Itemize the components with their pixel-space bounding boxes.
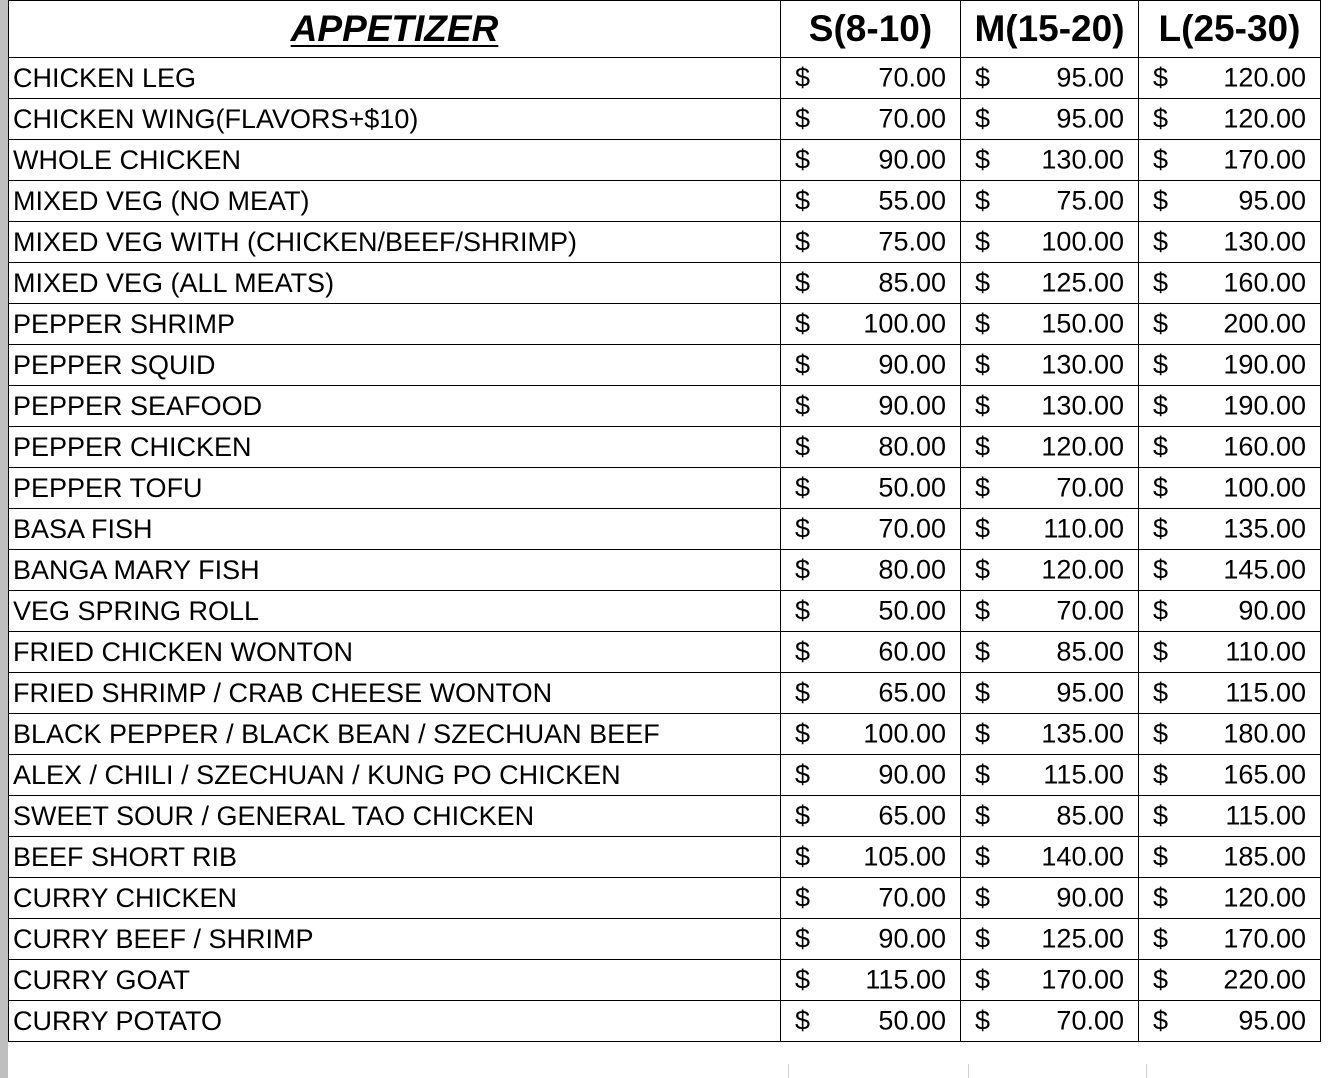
currency-symbol: $	[975, 472, 991, 503]
currency-symbol: $	[1153, 62, 1169, 93]
price-medium-cell[interactable]	[961, 1001, 1139, 1042]
currency-symbol: $	[1153, 841, 1169, 872]
table-row	[9, 796, 1321, 837]
price-amount: 65.00	[878, 677, 946, 708]
price-amount: 190.00	[1223, 349, 1306, 380]
price-amount: 95.00	[1056, 677, 1124, 708]
price-medium-cell[interactable]	[961, 796, 1139, 837]
price-large-cell[interactable]	[1139, 673, 1321, 714]
item-name-cell[interactable]: VEG SPRING ROLL	[9, 591, 781, 632]
price-medium-cell[interactable]	[961, 550, 1139, 591]
table-row	[9, 550, 1321, 591]
item-name-cell[interactable]: CURRY BEEF / SHRIMP	[9, 919, 781, 960]
price-medium-cell[interactable]	[961, 632, 1139, 673]
item-name-cell[interactable]: BANGA MARY FISH	[9, 550, 781, 591]
price-amount: 170.00	[1041, 964, 1124, 995]
price-amount: 120.00	[1223, 103, 1306, 134]
price-large-cell[interactable]	[1139, 345, 1321, 386]
currency-symbol: $	[795, 677, 811, 708]
currency-symbol: $	[795, 103, 811, 134]
item-name-cell[interactable]: SWEET SOUR / GENERAL TAO CHICKEN	[9, 796, 781, 837]
price-amount: 115.00	[1225, 677, 1306, 708]
price-medium-cell[interactable]	[961, 919, 1139, 960]
price-small-cell[interactable]	[781, 550, 961, 591]
price-amount: 110.00	[1043, 513, 1124, 544]
price-large-cell[interactable]	[1139, 714, 1321, 755]
currency-symbol: $	[975, 800, 991, 831]
price-small-cell[interactable]	[781, 345, 961, 386]
price-amount: 65.00	[878, 800, 946, 831]
price-amount: 70.00	[1056, 595, 1124, 626]
item-name-cell[interactable]: CHICKEN WING(FLAVORS+$10)	[9, 99, 781, 140]
currency-symbol: $	[975, 964, 991, 995]
table-row	[9, 263, 1321, 304]
currency-symbol: $	[795, 800, 811, 831]
currency-symbol: $	[975, 62, 991, 93]
currency-symbol: $	[1153, 472, 1169, 503]
currency-symbol: $	[1153, 718, 1169, 749]
currency-symbol: $	[795, 226, 811, 257]
currency-symbol: $	[975, 390, 991, 421]
currency-symbol: $	[795, 1005, 811, 1036]
item-name-cell[interactable]: WHOLE CHICKEN	[9, 140, 781, 181]
currency-symbol: $	[975, 513, 991, 544]
price-medium-cell[interactable]	[961, 140, 1139, 181]
price-amount: 130.00	[1041, 390, 1124, 421]
price-amount: 90.00	[878, 923, 946, 954]
currency-symbol: $	[1153, 308, 1169, 339]
currency-symbol: $	[795, 759, 811, 790]
price-amount: 70.00	[878, 103, 946, 134]
price-large-cell[interactable]	[1139, 181, 1321, 222]
price-amount: 95.00	[1056, 103, 1124, 134]
currency-symbol: $	[1153, 636, 1169, 667]
price-medium-cell[interactable]	[961, 755, 1139, 796]
price-amount: 135.00	[1223, 513, 1306, 544]
price-small-cell[interactable]	[781, 878, 961, 919]
item-name-cell[interactable]: BLACK PEPPER / BLACK BEAN / SZECHUAN BEEF	[9, 714, 781, 755]
price-large-cell[interactable]	[1139, 960, 1321, 1001]
price-amount: 95.00	[1238, 185, 1306, 216]
price-amount: 70.00	[878, 513, 946, 544]
table-row	[9, 304, 1321, 345]
price-small-cell[interactable]	[781, 919, 961, 960]
price-amount: 100.00	[1041, 226, 1124, 257]
item-name-cell[interactable]: PEPPER SEAFOOD	[9, 386, 781, 427]
currency-symbol: $	[975, 308, 991, 339]
price-large-cell[interactable]	[1139, 591, 1321, 632]
currency-symbol: $	[975, 103, 991, 134]
price-medium-cell[interactable]	[961, 591, 1139, 632]
table-row	[9, 878, 1321, 919]
price-medium-cell[interactable]	[961, 714, 1139, 755]
price-amount: 60.00	[878, 636, 946, 667]
price-large-cell[interactable]	[1139, 1001, 1321, 1042]
price-medium-cell[interactable]	[961, 222, 1139, 263]
gridline	[1146, 1064, 1147, 1078]
currency-symbol: $	[795, 841, 811, 872]
price-amount: 95.00	[1056, 62, 1124, 93]
price-small-cell[interactable]	[781, 222, 961, 263]
price-small-cell[interactable]	[781, 632, 961, 673]
table-title[interactable]	[9, 1, 781, 58]
price-medium-cell[interactable]	[961, 181, 1139, 222]
price-medium-cell[interactable]	[961, 427, 1139, 468]
currency-symbol: $	[975, 267, 991, 298]
price-large-cell[interactable]	[1139, 632, 1321, 673]
price-amount: 140.00	[1041, 841, 1124, 872]
currency-symbol: $	[1153, 800, 1169, 831]
price-amount: 85.00	[1056, 800, 1124, 831]
price-medium-cell[interactable]	[961, 468, 1139, 509]
price-small-cell[interactable]	[781, 673, 961, 714]
table-row	[9, 58, 1321, 99]
currency-symbol: $	[1153, 226, 1169, 257]
price-small-cell[interactable]	[781, 181, 961, 222]
item-name-cell[interactable]: MIXED VEG WITH (CHICKEN/BEEF/SHRIMP)	[9, 222, 781, 263]
price-amount: 145.00	[1223, 554, 1306, 585]
price-amount: 95.00	[1238, 1005, 1306, 1036]
price-amount: 160.00	[1223, 431, 1306, 462]
table-row	[9, 140, 1321, 181]
price-amount: 130.00	[1041, 349, 1124, 380]
price-amount: 50.00	[878, 595, 946, 626]
item-name-cell[interactable]: FRIED CHICKEN WONTON	[9, 632, 781, 673]
item-name-cell[interactable]: BASA FISH	[9, 509, 781, 550]
price-amount: 100.00	[1223, 472, 1306, 503]
price-amount: 180.00	[1223, 718, 1306, 749]
price-amount: 85.00	[1056, 636, 1124, 667]
item-name-cell[interactable]: PEPPER SHRIMP	[9, 304, 781, 345]
price-amount: 130.00	[1223, 226, 1306, 257]
price-medium-cell[interactable]	[961, 345, 1139, 386]
column-header-medium[interactable]: M(15-20)	[961, 1, 1139, 58]
price-large-cell[interactable]	[1139, 919, 1321, 960]
item-name-cell[interactable]: PEPPER CHICKEN	[9, 427, 781, 468]
price-small-cell[interactable]	[781, 386, 961, 427]
currency-symbol: $	[975, 554, 991, 585]
spreadsheet	[8, 0, 1320, 1078]
currency-symbol: $	[795, 554, 811, 585]
price-amount: 90.00	[1056, 882, 1124, 913]
price-amount: 115.00	[865, 964, 946, 995]
currency-symbol: $	[975, 349, 991, 380]
currency-symbol: $	[795, 923, 811, 954]
price-large-cell[interactable]	[1139, 386, 1321, 427]
currency-symbol: $	[1153, 882, 1169, 913]
currency-symbol: $	[1153, 964, 1169, 995]
row-header-gutter	[0, 0, 8, 1078]
price-amount: 75.00	[878, 226, 946, 257]
currency-symbol: $	[795, 62, 811, 93]
price-amount: 125.00	[1041, 923, 1124, 954]
currency-symbol: $	[975, 1005, 991, 1036]
table-row	[9, 755, 1321, 796]
price-amount: 170.00	[1223, 923, 1306, 954]
price-small-cell[interactable]	[781, 714, 961, 755]
currency-symbol: $	[975, 718, 991, 749]
price-small-cell[interactable]	[781, 796, 961, 837]
price-amount: 50.00	[878, 1005, 946, 1036]
price-amount: 150.00	[1041, 308, 1124, 339]
table-row	[9, 1001, 1321, 1042]
currency-symbol: $	[975, 226, 991, 257]
table-row	[9, 222, 1321, 263]
price-amount: 90.00	[1238, 595, 1306, 626]
price-medium-cell[interactable]	[961, 304, 1139, 345]
table-body	[9, 58, 1321, 1042]
price-small-cell[interactable]	[781, 263, 961, 304]
price-amount: 70.00	[878, 882, 946, 913]
price-amount: 90.00	[878, 759, 946, 790]
price-amount: 75.00	[1056, 185, 1124, 216]
price-medium-cell[interactable]	[961, 960, 1139, 1001]
currency-symbol: $	[1153, 431, 1169, 462]
price-large-cell[interactable]	[1139, 509, 1321, 550]
table-row	[9, 181, 1321, 222]
price-small-cell[interactable]	[781, 960, 961, 1001]
price-amount: 55.00	[878, 185, 946, 216]
currency-symbol: $	[1153, 677, 1169, 708]
item-name-cell[interactable]: CURRY CHICKEN	[9, 878, 781, 919]
price-large-cell[interactable]	[1139, 550, 1321, 591]
price-amount: 185.00	[1223, 841, 1306, 872]
currency-symbol: $	[1153, 144, 1169, 175]
currency-symbol: $	[1153, 554, 1169, 585]
price-small-cell[interactable]	[781, 140, 961, 181]
currency-symbol: $	[975, 595, 991, 626]
currency-symbol: $	[795, 349, 811, 380]
price-amount: 80.00	[878, 554, 946, 585]
price-amount: 90.00	[878, 349, 946, 380]
currency-symbol: $	[1153, 759, 1169, 790]
price-large-cell[interactable]	[1139, 837, 1321, 878]
item-name-cell[interactable]: FRIED SHRIMP / CRAB CHEESE WONTON	[9, 673, 781, 714]
price-amount: 70.00	[878, 62, 946, 93]
price-large-cell[interactable]	[1139, 263, 1321, 304]
currency-symbol: $	[795, 513, 811, 544]
currency-symbol: $	[975, 185, 991, 216]
currency-symbol: $	[1153, 103, 1169, 134]
price-small-cell[interactable]	[781, 755, 961, 796]
price-large-cell[interactable]	[1139, 304, 1321, 345]
currency-symbol: $	[975, 677, 991, 708]
price-amount: 115.00	[1043, 759, 1124, 790]
currency-symbol: $	[795, 964, 811, 995]
table-row	[9, 673, 1321, 714]
currency-symbol: $	[795, 595, 811, 626]
price-medium-cell[interactable]	[961, 99, 1139, 140]
table-row	[9, 837, 1321, 878]
price-small-cell[interactable]	[781, 1001, 961, 1042]
price-medium-cell[interactable]	[961, 837, 1139, 878]
price-medium-cell[interactable]	[961, 263, 1139, 304]
price-amount: 105.00	[863, 841, 946, 872]
price-large-cell[interactable]	[1139, 468, 1321, 509]
currency-symbol: $	[1153, 185, 1169, 216]
item-name-cell[interactable]: CURRY GOAT	[9, 960, 781, 1001]
currency-symbol: $	[795, 431, 811, 462]
currency-symbol: $	[975, 431, 991, 462]
currency-symbol: $	[795, 882, 811, 913]
price-medium-cell[interactable]	[961, 673, 1139, 714]
price-amount: 120.00	[1041, 554, 1124, 585]
currency-symbol: $	[795, 308, 811, 339]
currency-symbol: $	[795, 390, 811, 421]
price-amount: 100.00	[863, 308, 946, 339]
price-large-cell[interactable]	[1139, 427, 1321, 468]
price-amount: 85.00	[878, 267, 946, 298]
item-name-cell[interactable]: MIXED VEG (ALL MEATS)	[9, 263, 781, 304]
price-medium-cell[interactable]	[961, 386, 1139, 427]
table-row	[9, 468, 1321, 509]
price-amount: 200.00	[1223, 308, 1306, 339]
price-small-cell[interactable]	[781, 58, 961, 99]
price-large-cell[interactable]	[1139, 222, 1321, 263]
price-large-cell[interactable]	[1139, 878, 1321, 919]
item-name-cell[interactable]: CHICKEN LEG	[9, 58, 781, 99]
currency-symbol: $	[975, 759, 991, 790]
price-amount: 125.00	[1041, 267, 1124, 298]
price-amount: 120.00	[1041, 431, 1124, 462]
price-amount: 90.00	[878, 144, 946, 175]
currency-symbol: $	[975, 636, 991, 667]
currency-symbol: $	[795, 144, 811, 175]
currency-symbol: $	[795, 718, 811, 749]
gridline	[968, 1064, 969, 1078]
currency-symbol: $	[795, 636, 811, 667]
currency-symbol: $	[1153, 267, 1169, 298]
price-amount: 120.00	[1223, 62, 1306, 93]
price-large-cell[interactable]	[1139, 58, 1321, 99]
currency-symbol: $	[1153, 349, 1169, 380]
table-row	[9, 99, 1321, 140]
price-amount: 115.00	[1225, 800, 1306, 831]
price-large-cell[interactable]	[1139, 140, 1321, 181]
gridline	[788, 1064, 789, 1078]
price-amount: 110.00	[1225, 636, 1306, 667]
item-name-cell[interactable]: PEPPER TOFU	[9, 468, 781, 509]
price-small-cell[interactable]	[781, 99, 961, 140]
price-large-cell[interactable]	[1139, 796, 1321, 837]
item-name-cell[interactable]: MIXED VEG (NO MEAT)	[9, 181, 781, 222]
price-small-cell[interactable]	[781, 509, 961, 550]
column-header-large[interactable]: L(25-30)	[1139, 1, 1321, 58]
currency-symbol: $	[975, 882, 991, 913]
price-amount: 165.00	[1223, 759, 1306, 790]
item-name-cell[interactable]: PEPPER SQUID	[9, 345, 781, 386]
currency-symbol: $	[1153, 923, 1169, 954]
price-amount: 90.00	[878, 390, 946, 421]
price-amount: 220.00	[1223, 964, 1306, 995]
price-amount: 50.00	[878, 472, 946, 503]
table-row	[9, 509, 1321, 550]
price-amount: 135.00	[1041, 718, 1124, 749]
price-amount: 190.00	[1223, 390, 1306, 421]
currency-symbol: $	[975, 144, 991, 175]
price-amount: 70.00	[1056, 472, 1124, 503]
column-header-small[interactable]: S(8-10)	[781, 1, 961, 58]
table-row	[9, 960, 1321, 1001]
currency-symbol: $	[795, 267, 811, 298]
price-amount: 120.00	[1223, 882, 1306, 913]
currency-symbol: $	[975, 841, 991, 872]
price-small-cell[interactable]	[781, 468, 961, 509]
table-row	[9, 345, 1321, 386]
price-medium-cell[interactable]	[961, 509, 1139, 550]
price-small-cell[interactable]	[781, 427, 961, 468]
currency-symbol: $	[795, 472, 811, 503]
price-amount: 170.00	[1223, 144, 1306, 175]
table-row	[9, 632, 1321, 673]
price-amount: 130.00	[1041, 144, 1124, 175]
price-table	[8, 0, 1321, 1042]
table-title-text: APPETIZER	[290, 8, 499, 49]
item-name-cell[interactable]: BEEF SHORT RIB	[9, 837, 781, 878]
price-amount: 100.00	[863, 718, 946, 749]
item-name-cell[interactable]: ALEX / CHILI / SZECHUAN / KUNG PO CHICKEN	[9, 755, 781, 796]
price-small-cell[interactable]	[781, 304, 961, 345]
table-row	[9, 386, 1321, 427]
price-amount: 70.00	[1056, 1005, 1124, 1036]
currency-symbol: $	[975, 923, 991, 954]
currency-symbol: $	[1153, 595, 1169, 626]
item-name-cell[interactable]: CURRY POTATO	[9, 1001, 781, 1042]
price-amount: 160.00	[1223, 267, 1306, 298]
table-row	[9, 919, 1321, 960]
table-row	[9, 714, 1321, 755]
currency-symbol: $	[1153, 1005, 1169, 1036]
currency-symbol: $	[795, 185, 811, 216]
price-amount: 80.00	[878, 431, 946, 462]
price-large-cell[interactable]	[1139, 99, 1321, 140]
price-small-cell[interactable]	[781, 591, 961, 632]
price-small-cell[interactable]	[781, 837, 961, 878]
currency-symbol: $	[1153, 513, 1169, 544]
table-row	[9, 427, 1321, 468]
price-medium-cell[interactable]	[961, 878, 1139, 919]
table-row	[9, 591, 1321, 632]
currency-symbol: $	[1153, 390, 1169, 421]
price-large-cell[interactable]	[1139, 755, 1321, 796]
price-medium-cell[interactable]	[961, 58, 1139, 99]
header-row	[9, 1, 1321, 58]
